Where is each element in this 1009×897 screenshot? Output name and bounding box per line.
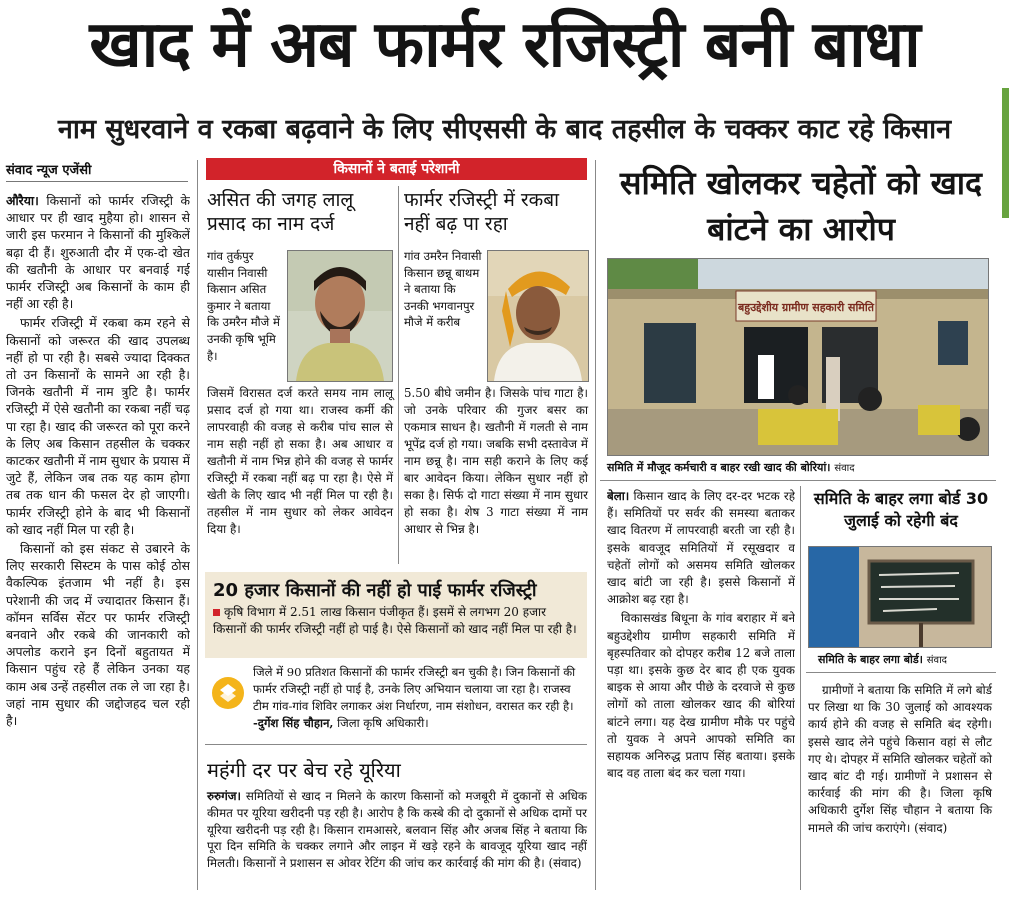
stat-box-body: कृषि विभाग में 2.51 लाख किसान पंजीकृत हैं। इसमें से लगभग 20 हजार किसानों की फार्मर रजिस्ट्री नहीं हो पाई है। ऐसे किसानों को खाद नहीं मिल पा रही है। (213, 605, 577, 636)
caption-credit: संवाद (926, 655, 947, 666)
society-building-photo (607, 258, 989, 456)
right-story-title: समिति खोलकर चहेतों को खाद बांटने का आरोप (619, 164, 983, 248)
caption-credit: संवाद (834, 463, 855, 474)
quote-text: जिले में 90 प्रतिशत किसानों की फार्मर रजिस्ट्री बन चुकी है। जिन किसानों की फार्मर रजिस्ट्री नहीं हो पाई है, उनके लिए अभियान चलाया जा रहा है। राजस्व टीम गांव-गांव शिविर लगाकर अंश निर्धारण, नाम संशोधन, वरासत कर रही है। -दुर्गेश सिंह चौहान, जिला कृषि अधिकारी। (253, 665, 576, 730)
left-paragraph: औरैया। किसानों को फार्मर रजिस्ट्री के आधार पर ही खाद मुहैया हो। शासन से जारी इस फरमान ने किसानों की मुश्किलें बढ़ा दी हैं। शुरुआती दौर में एक-दो खेत की खतौनी के आधार पर बनवाई गई फार्मर रजिस्ट्री अब किसानों के काम ही नहीं आ रही है। (6, 193, 190, 312)
section-rule (806, 672, 996, 673)
quote-attribution-role: जिला कृषि अधिकारी। (337, 716, 429, 730)
story-a-intro: गांव तुर्कपुर यासीन निवासी किसान असित कुमार ने बताया कि उमरैन मौजे में उनकी कृषि भूमि है। (207, 249, 280, 363)
portrait-image (488, 251, 588, 381)
section-rule (600, 480, 996, 481)
sub-headline: नाम सुधरवाने व रकबा बढ़वाने के लिए सीएससी के बाद तहसील के चक्कर काट रहे किसान (57, 114, 952, 145)
story-b-intro: गांव उमरैन निवासी किसान छन्नू बाथम ने बताया कि उनकी भगवानपुर मौजे में करीब (404, 249, 482, 330)
building-image (608, 259, 988, 455)
stat-box (205, 572, 587, 658)
dateline: रुरुगंज। (207, 789, 241, 803)
column-rule (398, 186, 399, 564)
farmer-photo-chhannu (487, 250, 589, 382)
left-paragraph: फार्मर रजिस्ट्री में रकबा कम रहने से किसानों को जरूरत की खाद उपलब्ध नहीं हो पा रही है। सबसे ज्यादा दिक्कत तो उन किसानों के सामने आ रही है। जिनके खतौनी में नाम त्रुटि है। फार्मर रजिस्ट्री में ऐसे खतौनी का रकबा नहीं चढ़ पा रहा है। खाद की जरूरत को पूरा करने के लिए अब किसान तहसील के चक्कर काटकर खतौनी में नाम सुधार के प्रयास में जुटे हैं, लेकिन जब तक यह काम होगा तब तक धान की फसल देर हो जाएगी। फार्मर रजिस्ट्री होने के बाद भी किसानों को खाद नहीं मिल पा रही है। (6, 315, 190, 537)
dateline: औरैया। (6, 193, 39, 208)
building-sign: बहुउद्देशीय ग्रामीण सहकारी समिति (737, 301, 875, 314)
story-a-title: असित की जगह लालू प्रसाद का नाम दर्ज (207, 189, 354, 235)
bullet-square (213, 609, 220, 616)
board-image (809, 547, 991, 647)
right-paragraph: विकासखंड बिधूना के गांव बराहार में बने बहुउद्देशीय ग्रामीण सहकारी समिति में बृहस्पतिवार को दोपहर करीब 12 बजे ताला पड़ा था। इसके कुछ देर बाद ही एक युवक बाइक से आया और पीछे के दरवाजे से कुछ लोगों को ताला खोलकर खाद की बोरियां बांटने लगा। यह देख ग्रामीण मौके पर पहुंचे तो युवक ने अपने आपको समिति का सहायक अनिरुद्ध प्रताप सिंह बताया। इसके बाद वह ताला बंद कर चला गया। (607, 611, 795, 781)
left-column (6, 192, 190, 894)
column-rule (197, 160, 198, 890)
urea-story-body: रुरुगंज। समितियों से खाद न मिलने के कारण किसानों को मजबूरी में दुकानों से अधिक कीमत पर यूरिया खरीदनी पड़ रही है। आरोप है कि कस्बे की दो दुकानों से अधिक दामों पर यूरिया खरीदनी पड़ रही है। किसान रामआसरे, बलवान सिंह और अजब सिंह ने बताया कि पूरा दिन समिति के चक्कर लगाने और लाइन में खड़े रहने के बावजूद यूरिया खाद नहीं मिलती। किसानों ने प्रशासन स ओवर रेटिंग की जांच कर कार्रवाई की मांग की है। (संवाद) (207, 789, 587, 871)
section-kicker: किसानों ने बताई परेशानी (206, 158, 587, 180)
right-paragraph: बेला। किसान खाद के लिए दर-दर भटक रहे हैं। समितियों पर सर्वर की समस्या बताकर खाद वितरण में लापरवाही बरती जा रही है। इसके बावजूद समितियों में रसूखदार व चहेतों लोगों को असमय समिति खोलकर खाद बांटी जा रही है। इससे किसानों में आक्रोश बढ़ रहा है। (607, 489, 795, 607)
side-box-body: ग्रामीणों ने बताया कि समिति में लगे बोर्ड पर लिखा था कि 30 जुलाई को आवश्यक कार्य होने की वजह से समिति बंद रहेगी। इससे खाद लेने पहुंचे किसान वहां से लौट गए थे। दोपहर में समिति खोलकर चहेतों को खाद बांट दी गई। ग्रामीणों ने प्रशासन से कार्रवाई की मांग की है। जिला कृषि अधिकारी दुर्गेश सिंह चौहान ने बताया कि मामले की जांच कराएंगे। (संवाद) (808, 683, 992, 835)
column-rule (800, 486, 801, 890)
notice-board-photo (808, 546, 992, 648)
column-rule (595, 160, 596, 890)
byline: संवाद न्यूज एजेंसी (6, 160, 188, 182)
story-a-body: जिसमें विरासत दर्ज करते समय नाम लालू प्रसाद दर्ज हो गया था। राजस्व कर्मी की लापरवाही की वजह से करीब पांच साल से नाम सही नहीं हो सका है। अब आधार व खतौनी में नाम भिन्न होने की वजह से फार्मर रजिस्ट्री में रकबा नहीं बढ़ पा रहा है। ऐसे में खेती के लिए खाद भी नहीं मिल पा रही है। तहसील में नाम सुधार को लेकर आवेदन दिया है। (207, 386, 393, 536)
right-story-body (607, 488, 795, 890)
story-b-body: 5.50 बीघे जमीन है। जिसके पांच गाटा है। जो उनके परिवार की गुजर बसर का एकमात्र साधन है। खतौनी में गलती से नाम भूपेंद्र दर्ज हो गया। जबकि सभी दस्तावेज में नाम छन्नू है। नाम सही कराने के लिए कई बार आवेदन किया। लेकिन सुधार नहीं हो सका है। सिर्फ दो गाटा संख्या में नाम सुधार हो सका है। शेष 3 गाटा संख्या में नाम आधार से भिन्न है। (404, 386, 588, 536)
officer-quote-icon (211, 676, 245, 710)
quote-box (205, 664, 587, 745)
quote-attribution-name: -दुर्गेश सिंह चौहान, (253, 716, 334, 730)
farmer-photo-asit (287, 250, 393, 382)
portrait-image (288, 251, 392, 381)
box-caption: समिति के बाहर लगा बोर्ड। संवाद (818, 653, 947, 666)
side-box-title: समिति के बाहर लगा बोर्ड 30 जुलाई को रहेगी बंद (813, 489, 989, 530)
dateline: बेला। (607, 489, 630, 503)
main-headline: खाद में अब फार्मर रजिस्ट्री बनी बाधा (89, 8, 920, 82)
adjacent-page-edge (1002, 88, 1009, 218)
urea-story-title: महंगी दर पर बेच रहे यूरिया (207, 758, 401, 782)
photo-caption: समिति में मौजूद कर्मचारी व बाहर रखी खाद की बोरियां। संवाद (607, 461, 855, 474)
left-paragraph: किसानों को इस संकट से उबारने के लिए सरकारी सिस्टम के पास कोई ठोस वैकल्पिक इंतजाम भी नहीं है। इस परेशानी की जद में ज्यादातर किसान हैं। कॉमन सर्विस सेंटर पर फार्मर रजिस्ट्री बनवाने और रकबे की जानकारी को अपलोड कराने इन दिनों बहुतायत में किसान पहुंच रहे हैं लेकिन उनका यह काम अब उन्हें तहसील तक ले जा रहा है। जहां नाम सुधार की जद्दोजहद चल रही है। (6, 541, 190, 729)
story-b-title: फार्मर रजिस्ट्री में रकबा नहीं बढ़ पा रहा (404, 189, 559, 235)
stat-box-title: 20 हजार किसानों की नहीं हो पाई फार्मर रजिस्ट्री (213, 580, 537, 601)
